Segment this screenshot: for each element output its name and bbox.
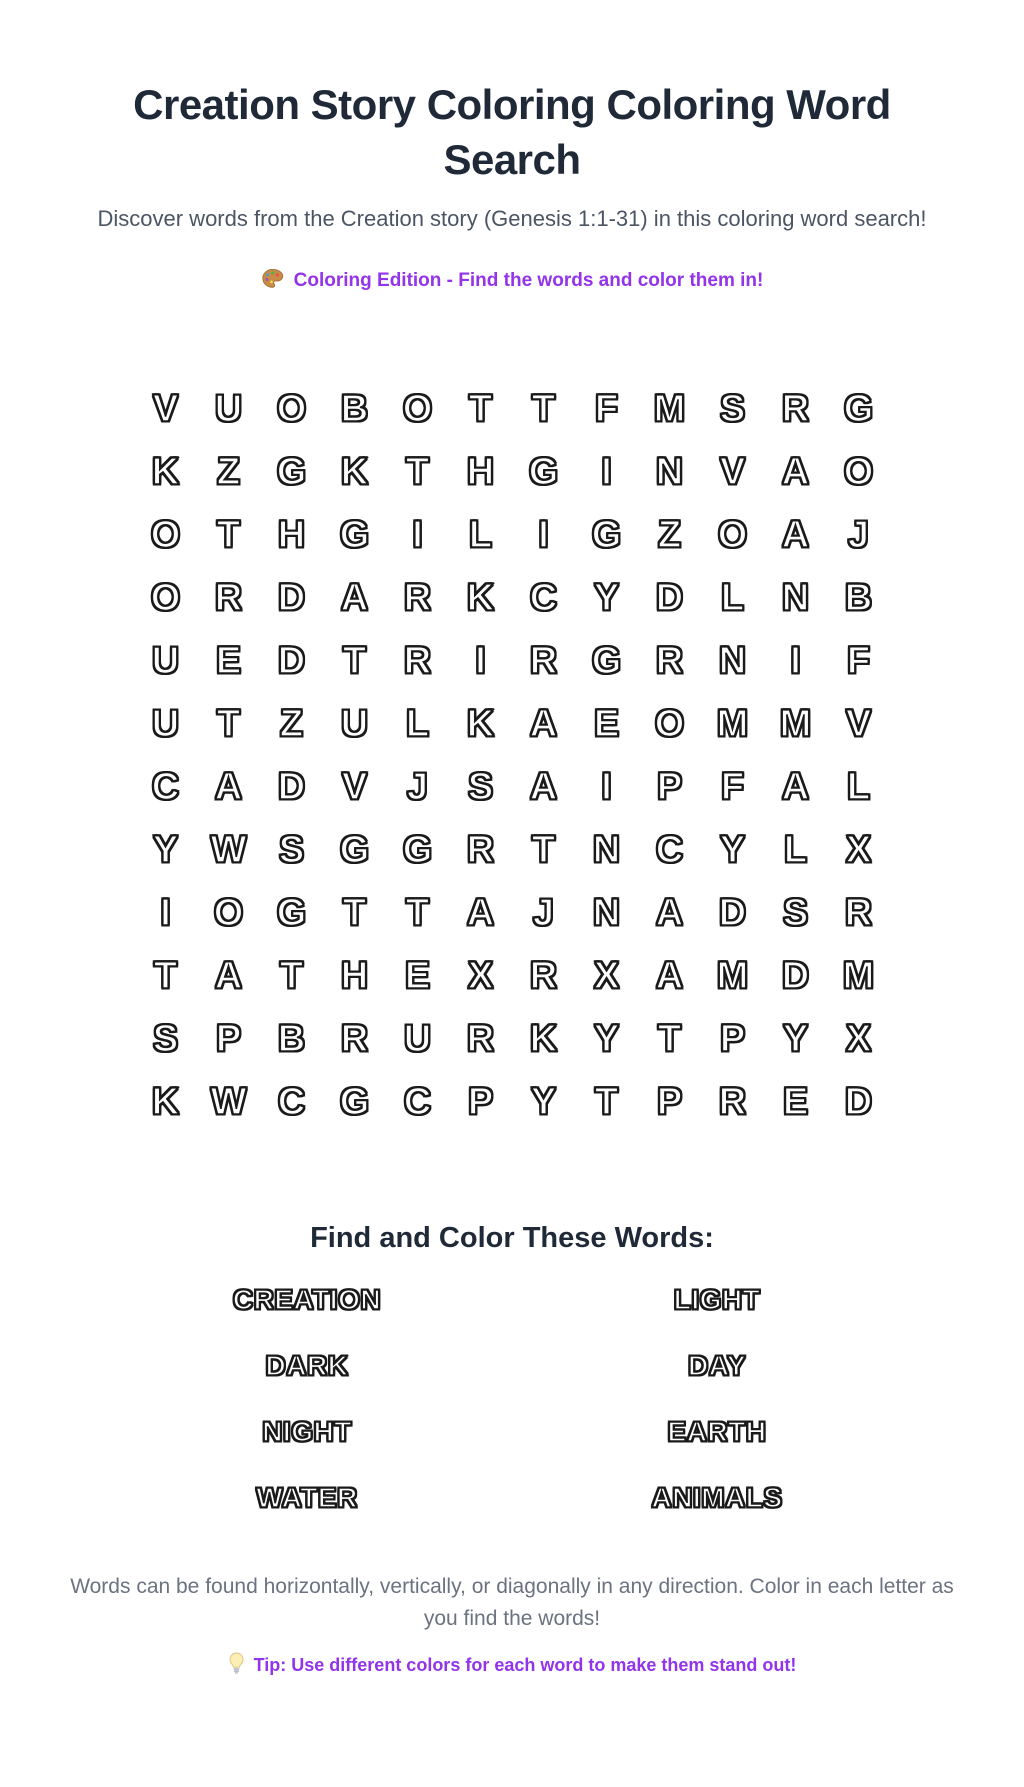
- grid-letter-r4c6[interactable]: K: [466, 576, 495, 619]
- grid-letter-r3c5[interactable]: I: [412, 513, 423, 556]
- grid-letter-r7c10[interactable]: F: [720, 765, 745, 808]
- grid-letter-r1c1[interactable]: V: [152, 387, 179, 430]
- grid-letter-r12c4[interactable]: G: [339, 1080, 370, 1123]
- grid-letter-r10c11[interactable]: D: [781, 954, 810, 997]
- word-search-grid: [134, 378, 890, 1134]
- grid-letter-r12c10[interactable]: R: [718, 1080, 747, 1123]
- grid-letter-r4c7[interactable]: C: [529, 576, 558, 619]
- grid-letter-r3c12[interactable]: J: [847, 513, 870, 556]
- grid-letter-r9c10[interactable]: D: [718, 891, 747, 934]
- grid-letter-r11c8[interactable]: Y: [593, 1017, 620, 1060]
- grid-letter-r9c2[interactable]: O: [213, 891, 244, 934]
- tip-row: [0, 1652, 1024, 1679]
- grid-letter-r7c11[interactable]: A: [781, 765, 810, 808]
- grid-letter-r1c2[interactable]: U: [214, 387, 243, 430]
- grid-letter-r4c5[interactable]: R: [403, 576, 432, 619]
- grid-letter-r12c2[interactable]: W: [210, 1080, 247, 1123]
- grid-letter-r1c8[interactable]: F: [594, 387, 619, 430]
- grid-letter-r3c10[interactable]: O: [717, 513, 748, 556]
- grid-letter-r10c7[interactable]: R: [529, 954, 558, 997]
- grid-letter-r8c7[interactable]: T: [531, 828, 556, 871]
- grid-letter-r5c10[interactable]: N: [718, 639, 747, 682]
- grid-letter-r4c10[interactable]: L: [720, 576, 745, 619]
- palette-icon: [261, 267, 284, 296]
- grid-letter-r7c9[interactable]: P: [656, 765, 683, 808]
- grid-letter-r8c4[interactable]: G: [339, 828, 370, 871]
- grid-letter-r2c11[interactable]: A: [781, 450, 810, 493]
- grid-letter-r1c5[interactable]: O: [402, 387, 433, 430]
- grid-letter-r8c11[interactable]: L: [783, 828, 808, 871]
- grid-letter-r9c1[interactable]: I: [160, 891, 171, 934]
- grid-letter-r10c5[interactable]: E: [404, 954, 431, 997]
- grid-letter-r4c1[interactable]: O: [150, 576, 181, 619]
- grid-letter-r7c12[interactable]: L: [846, 765, 871, 808]
- grid-letter-r6c2[interactable]: T: [216, 702, 241, 745]
- word-item-dark: DARK: [265, 1349, 349, 1381]
- grid-letter-r8c6[interactable]: R: [466, 828, 495, 871]
- grid-letter-r9c3[interactable]: G: [276, 891, 307, 934]
- grid-letter-r7c4[interactable]: V: [341, 765, 368, 808]
- grid-letter-r7c7[interactable]: A: [529, 765, 558, 808]
- grid-letter-r10c8[interactable]: X: [593, 954, 620, 997]
- grid-letter-r11c5[interactable]: U: [403, 1017, 432, 1060]
- grid-letter-r7c1[interactable]: C: [151, 765, 180, 808]
- grid-letter-r3c1[interactable]: O: [150, 513, 181, 556]
- grid-letter-r1c3[interactable]: O: [276, 387, 307, 430]
- grid-letter-r1c9[interactable]: M: [653, 387, 686, 430]
- grid-letter-r9c9[interactable]: A: [655, 891, 684, 934]
- grid-letter-r6c12[interactable]: V: [845, 702, 872, 745]
- word-item-light: LIGHT: [673, 1283, 761, 1315]
- grid-letter-r4c12[interactable]: B: [844, 576, 873, 619]
- grid-letter-r12c11[interactable]: E: [782, 1080, 809, 1123]
- grid-letter-r8c8[interactable]: N: [592, 828, 621, 871]
- grid-letter-r10c4[interactable]: H: [340, 954, 369, 997]
- grid-letter-r1c4[interactable]: B: [340, 387, 369, 430]
- grid-letter-r9c11[interactable]: S: [782, 891, 809, 934]
- grid-letter-r12c8[interactable]: T: [594, 1080, 619, 1123]
- grid-letter-r6c6[interactable]: K: [466, 702, 495, 745]
- grid-letter-r8c3[interactable]: S: [278, 828, 305, 871]
- edition-note-text: Coloring Edition - Find the words and color them in!: [293, 270, 764, 292]
- grid-letter-r2c2[interactable]: Z: [216, 450, 241, 493]
- grid-letter-r1c11[interactable]: R: [781, 387, 810, 430]
- grid-letter-r11c2[interactable]: P: [215, 1017, 242, 1060]
- grid-letter-r2c4[interactable]: K: [340, 450, 369, 493]
- grid-letter-r4c2[interactable]: R: [214, 576, 243, 619]
- grid-letter-r7c8[interactable]: I: [601, 765, 612, 808]
- grid-letter-r11c6[interactable]: R: [466, 1017, 495, 1060]
- grid-letter-r2c7[interactable]: G: [528, 450, 559, 493]
- grid-letter-r6c4[interactable]: U: [340, 702, 369, 745]
- grid-letter-r9c12[interactable]: R: [844, 891, 873, 934]
- grid-letter-r8c5[interactable]: G: [402, 828, 433, 871]
- grid-letter-r4c3[interactable]: D: [277, 576, 306, 619]
- grid-letter-r2c1[interactable]: K: [151, 450, 180, 493]
- grid-letter-r5c7[interactable]: R: [529, 639, 558, 682]
- grid-letter-r9c8[interactable]: N: [592, 891, 621, 934]
- grid-letter-r8c9[interactable]: C: [655, 828, 684, 871]
- grid-letter-r5c6[interactable]: I: [475, 639, 486, 682]
- grid-letter-r5c3[interactable]: D: [277, 639, 306, 682]
- grid-letter-r5c4[interactable]: T: [342, 639, 367, 682]
- grid-letter-r3c3[interactable]: H: [277, 513, 306, 556]
- grid-letter-r11c7[interactable]: K: [529, 1017, 558, 1060]
- grid-letter-r9c6[interactable]: A: [466, 891, 495, 934]
- grid-letter-r2c10[interactable]: V: [719, 450, 746, 493]
- grid-letter-r3c2[interactable]: T: [216, 513, 241, 556]
- grid-letter-r11c4[interactable]: R: [340, 1017, 369, 1060]
- grid-letter-r10c12[interactable]: M: [842, 954, 875, 997]
- grid-letter-r7c3[interactable]: D: [277, 765, 306, 808]
- grid-letter-r12c1[interactable]: K: [151, 1080, 180, 1123]
- grid-letter-r3c8[interactable]: G: [591, 513, 622, 556]
- word-item-creation: CREATION: [232, 1283, 382, 1315]
- grid-letter-r6c3[interactable]: Z: [279, 702, 304, 745]
- grid-letter-r9c4[interactable]: T: [342, 891, 367, 934]
- grid-letter-r5c11[interactable]: I: [790, 639, 801, 682]
- word-item-earth: EARTH: [667, 1415, 767, 1447]
- grid-letter-r9c7[interactable]: J: [532, 891, 555, 934]
- grid-letter-r6c1[interactable]: U: [151, 702, 180, 745]
- grid-letter-r6c5[interactable]: L: [405, 702, 430, 745]
- grid-letter-r7c5[interactable]: J: [406, 765, 429, 808]
- grid-letter-r1c10[interactable]: S: [719, 387, 746, 430]
- grid-letter-r3c11[interactable]: A: [781, 513, 810, 556]
- grid-letter-r10c2[interactable]: A: [214, 954, 243, 997]
- tip-text: Tip: Use different colors for each word to make them stand out!: [253, 1654, 797, 1675]
- grid-letter-r11c10[interactable]: P: [719, 1017, 746, 1060]
- grid-letter-r12c7[interactable]: Y: [530, 1080, 557, 1123]
- word-item-day: DAY: [687, 1349, 747, 1381]
- grid-letter-r4c4[interactable]: A: [340, 576, 369, 619]
- grid-letter-r5c9[interactable]: R: [655, 639, 684, 682]
- grid-letter-r6c9[interactable]: O: [654, 702, 685, 745]
- grid-letter-r10c9[interactable]: A: [655, 954, 684, 997]
- grid-letter-r7c2[interactable]: A: [214, 765, 243, 808]
- grid-letter-r9c5[interactable]: T: [405, 891, 430, 934]
- grid-letter-r11c3[interactable]: B: [277, 1017, 306, 1060]
- page-title: Creation Story Coloring Coloring Word Search: [133, 81, 891, 183]
- grid-letter-r5c1[interactable]: U: [151, 639, 180, 682]
- grid-letter-r6c7[interactable]: A: [529, 702, 558, 745]
- grid-letter-r6c10[interactable]: M: [716, 702, 749, 745]
- grid-letter-r8c10[interactable]: Y: [719, 828, 746, 871]
- grid-letter-r5c2[interactable]: E: [215, 639, 242, 682]
- grid-letter-r12c9[interactable]: P: [656, 1080, 683, 1123]
- grid-letter-r2c6[interactable]: H: [466, 450, 495, 493]
- edition-note: [0, 267, 1024, 296]
- grid-letter-r11c11[interactable]: Y: [782, 1017, 809, 1060]
- grid-letter-r12c3[interactable]: C: [277, 1080, 306, 1123]
- grid-letter-r12c6[interactable]: P: [467, 1080, 494, 1123]
- grid-letter-r10c3[interactable]: T: [279, 954, 304, 997]
- grid-letter-r1c7[interactable]: T: [531, 387, 556, 430]
- grid-letter-r12c5[interactable]: C: [403, 1080, 432, 1123]
- grid-letter-r6c8[interactable]: E: [593, 702, 620, 745]
- grid-letter-r10c6[interactable]: X: [467, 954, 494, 997]
- word-item-animals: ANIMALS: [651, 1481, 783, 1513]
- page-subtitle: Discover words from the Creation story (Genesis 1:1-31) in this coloring word search!: [97, 206, 927, 232]
- grid-letter-r11c12[interactable]: X: [845, 1017, 872, 1060]
- grid-letter-r5c8[interactable]: G: [591, 639, 622, 682]
- grid-letter-r3c9[interactable]: Z: [657, 513, 682, 556]
- grid-letter-r2c8[interactable]: I: [601, 450, 612, 493]
- grid-letter-r2c12[interactable]: O: [843, 450, 874, 493]
- grid-letter-r5c12[interactable]: F: [846, 639, 871, 682]
- grid-letter-r10c10[interactable]: M: [716, 954, 749, 997]
- words-heading: Find and Color These Words:: [310, 1221, 714, 1254]
- grid-letter-r2c9[interactable]: N: [655, 450, 684, 493]
- lightbulb-icon: [228, 1652, 245, 1679]
- grid-letter-r2c3[interactable]: G: [276, 450, 307, 493]
- word-list: [102, 1267, 922, 1531]
- grid-letter-r3c6[interactable]: L: [468, 513, 493, 556]
- grid-letter-r8c2[interactable]: W: [210, 828, 247, 871]
- grid-letter-r1c6[interactable]: T: [468, 387, 493, 430]
- grid-letter-r4c9[interactable]: D: [655, 576, 684, 619]
- grid-letter-r6c11[interactable]: M: [779, 702, 812, 745]
- grid-letter-r1c12[interactable]: G: [843, 387, 874, 430]
- word-item-night: NIGHT: [262, 1415, 352, 1447]
- grid-letter-r3c4[interactable]: G: [339, 513, 370, 556]
- grid-letter-r8c12[interactable]: X: [845, 828, 872, 871]
- grid-letter-r10c1[interactable]: T: [153, 954, 178, 997]
- word-item-water: WATER: [256, 1481, 358, 1513]
- grid-letter-r8c1[interactable]: Y: [152, 828, 179, 871]
- grid-letter-r12c12[interactable]: D: [844, 1080, 873, 1123]
- grid-letter-r5c5[interactable]: R: [403, 639, 432, 682]
- grid-letter-r11c1[interactable]: S: [152, 1017, 179, 1060]
- grid-letter-r3c7[interactable]: I: [538, 513, 549, 556]
- grid-letter-r4c11[interactable]: N: [781, 576, 810, 619]
- grid-letter-r2c5[interactable]: T: [405, 450, 430, 493]
- grid-letter-r11c9[interactable]: T: [657, 1017, 682, 1060]
- grid-letter-r4c8[interactable]: Y: [593, 576, 620, 619]
- instructions-text: Words can be found horizontally, vertically, or diagonally in any direction. Color in each letter as you find the words!: [70, 1574, 954, 1631]
- grid-letter-r7c6[interactable]: S: [467, 765, 494, 808]
